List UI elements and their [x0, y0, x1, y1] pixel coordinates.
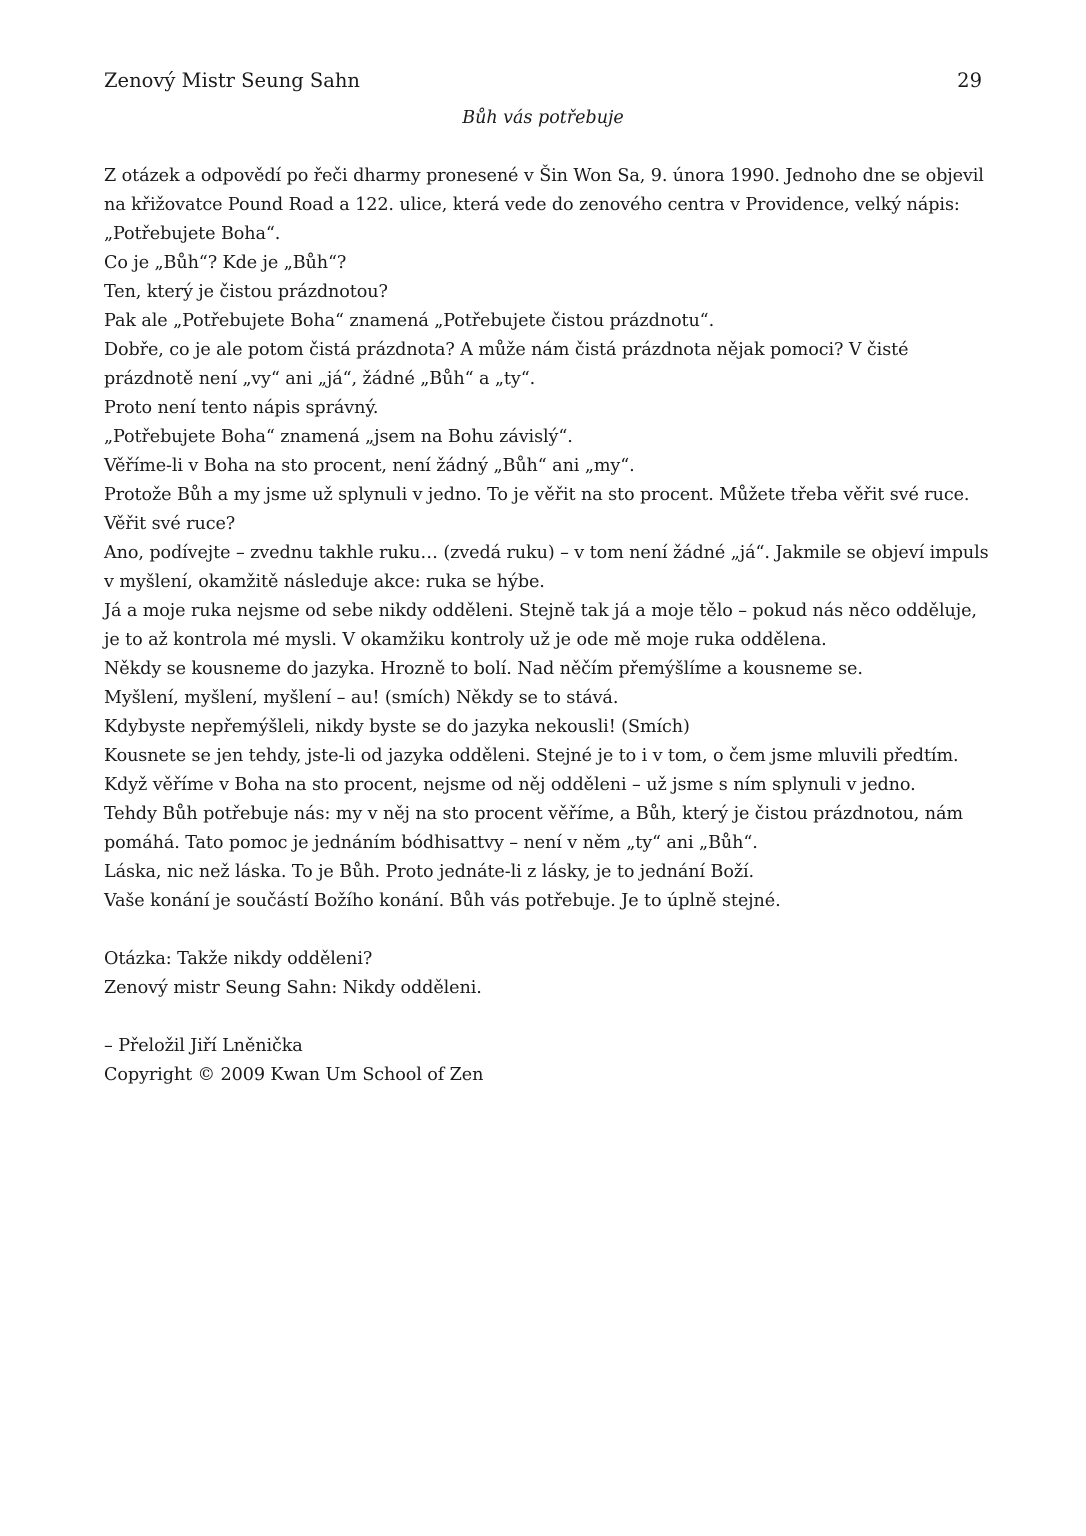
paragraph: Ten, který je čistou prázdnotou? — [104, 282, 388, 302]
paragraph: Proto není tento nápis správný. — [104, 398, 379, 418]
paragraph: Co je „Bůh“? Kde je „Bůh“? — [104, 253, 347, 273]
paragraph: Kousnete se jen tehdy, jste-li od jazyka odděleni. Stejné je to i v tom, o čem jsme mluvili předtím. — [104, 746, 959, 766]
paragraph: Já a moje ruka nejsme od sebe nikdy odděleni. Stejně tak já a moje tělo – pokud nás něco odděluje, je to až kontrola mé mysli. V okamžiku kontroly už je ode mě moje ruka oddělena. — [104, 601, 977, 650]
article-title: Bůh vás potřebuje — [462, 108, 624, 128]
paragraph: Tehdy Bůh potřebuje nás: my v něj na sto procent věříme, a Bůh, který je čistou prázdnotou, nám pomáhá. Tato pomoc je jednáním bódhisattvy – není v něm „ty“ ani „Bůh“. — [104, 804, 963, 853]
paragraph: „Potřebujete Boha“ znamená „jsem na Bohu závislý“. — [104, 427, 573, 447]
paragraph: Někdy se kousneme do jazyka. Hrozně to bolí. Nad něčím přemýšlíme a kousneme se. — [104, 659, 863, 679]
paragraph: Dobře, co je ale potom čistá prázdnota? A může nám čistá prázdnota nějak pomoci? V čisté prázdnotě není „vy“ ani „já“, žádné „Bůh“ a „ty“. — [104, 340, 909, 389]
running-header — [104, 66, 984, 96]
header-author: Zenový Mistr Seung Sahn — [104, 69, 360, 92]
paragraph: Věřit své ruce? — [104, 514, 236, 534]
translator-credit: – Přeložil Jiří Lněnička — [104, 1036, 303, 1056]
paragraph: Z otázek a odpovědí po řeči dharmy pronesené v Šin Won Sa, 9. února 1990. Jednoho dne se objevil na křižovatce Pound Road a 122. ulice, která vede do zenového centra v Providence, velký nápis: „Potřebujete Boha“. — [104, 166, 984, 244]
paragraph: Protože Bůh a my jsme už splynuli v jedno. To je věřit na sto procent. Můžete třeba věřit své ruce. — [104, 485, 970, 505]
paragraph: Když věříme v Boha na sto procent, nejsme od něj odděleni – už jsme s ním splynuli v jedno. — [104, 775, 916, 795]
paragraph: Věříme-li v Boha na sto procent, není žádný „Bůh“ ani „my“. — [104, 456, 635, 476]
paragraph: Vaše konání je součástí Božího konání. Bůh vás potřebuje. Je to úplně stejné. — [104, 891, 781, 911]
paragraph: Myšlení, myšlení, myšlení – au! (smích) Někdy se to stává. — [104, 688, 619, 708]
paragraph-spacer — [104, 1003, 994, 1032]
paragraph: Láska, nic než láska. To je Bůh. Proto jednáte-li z lásky, je to jednání Boží. — [104, 862, 755, 882]
article-body — [104, 162, 994, 1090]
copyright-notice: Copyright © 2009 Kwan Um School of Zen — [104, 1065, 484, 1085]
paragraph-spacer — [104, 916, 994, 945]
paragraph: Ano, podívejte – zvednu takhle ruku… (zvedá ruku) – v tom není žádné „já“. Jakmile se objeví impuls v myšlení, okamžitě následuje akce: ruka se hýbe. — [104, 543, 989, 592]
paragraph: Pak ale „Potřebujete Boha“ znamená „Potřebujete čistou prázdnotu“. — [104, 311, 715, 331]
dialogue-answer: Zenový mistr Seung Sahn: Nikdy odděleni. — [104, 978, 482, 998]
paragraph: Kdybyste nepřemýšleli, nikdy byste se do jazyka nekousli! (Smích) — [104, 717, 690, 737]
dialogue-question: Otázka: Takže nikdy odděleni? — [104, 949, 373, 969]
page-number: 29 — [957, 69, 982, 92]
